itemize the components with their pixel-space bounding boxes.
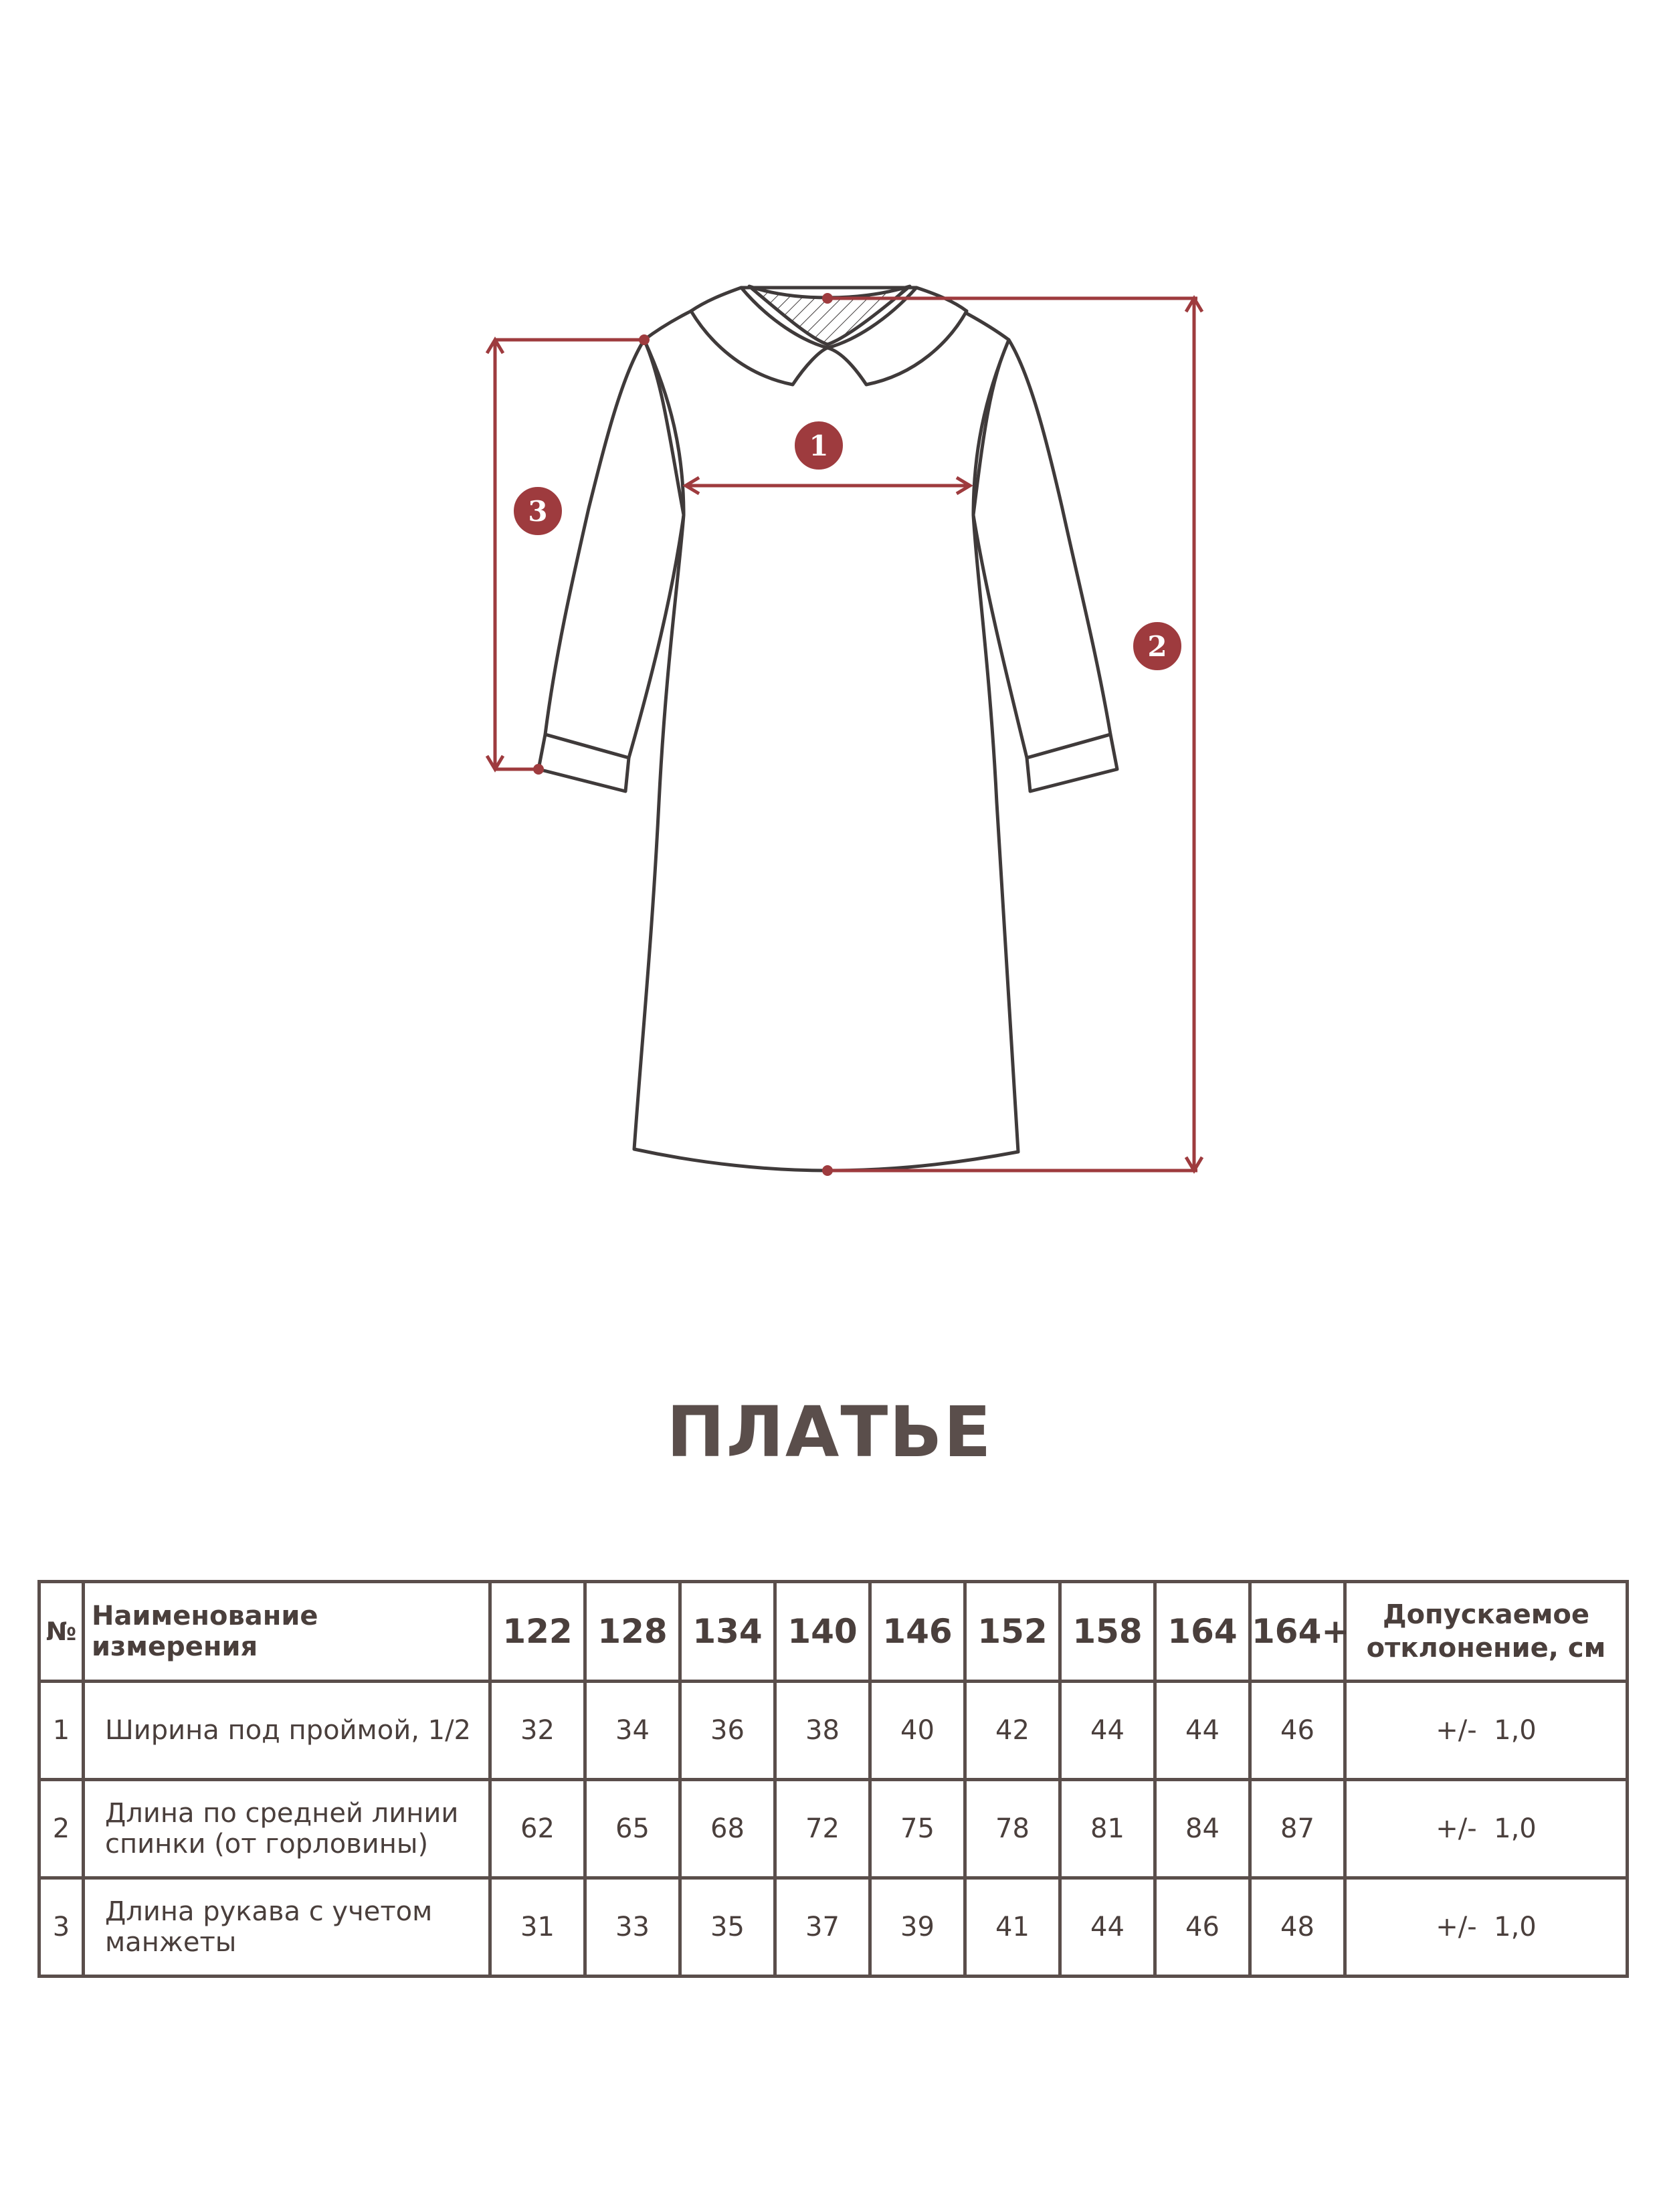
- row-name-line1: Ширина под проймой, 1/2: [105, 1715, 471, 1746]
- header-size: 134: [680, 1582, 775, 1682]
- tolerance-cell: +/- 1,0: [1345, 1780, 1628, 1878]
- table-cell: 32: [490, 1682, 585, 1780]
- table-cell: 42: [965, 1682, 1060, 1780]
- table-cell: 38: [775, 1682, 870, 1780]
- row-num: 2: [39, 1780, 84, 1878]
- dress-outline: [539, 286, 1117, 1171]
- table-cell: 44: [1060, 1682, 1155, 1780]
- table-cell: 44: [1060, 1878, 1155, 1977]
- table-cell: 46: [1250, 1682, 1345, 1780]
- left-sleeve: [545, 340, 684, 758]
- row-name: [84, 1878, 490, 1977]
- header-size: 122: [490, 1582, 585, 1682]
- size-table: [37, 1580, 1629, 1978]
- table-cell: 72: [775, 1780, 870, 1878]
- header-tolerance: [1345, 1582, 1628, 1682]
- table-cell: 36: [680, 1682, 775, 1780]
- marker-3-label: 3: [528, 495, 548, 528]
- header-size: 164: [1155, 1582, 1250, 1682]
- row-name-line1: Длина рукава с учетом: [105, 1896, 433, 1927]
- table-cell: 44: [1155, 1682, 1250, 1780]
- table-row: [39, 1682, 1628, 1780]
- header-size: 146: [870, 1582, 965, 1682]
- row-name: [84, 1780, 490, 1878]
- row-num: 1: [39, 1682, 84, 1780]
- header-name: Наименование измерения: [84, 1582, 490, 1682]
- table-cell: 87: [1250, 1780, 1345, 1878]
- table-cell: 41: [965, 1878, 1060, 1977]
- row-name-line1: Длина по средней линии: [105, 1798, 459, 1829]
- marker-3: [512, 486, 563, 536]
- table-cell: 46: [1155, 1878, 1250, 1977]
- table-cell: 65: [585, 1780, 680, 1878]
- row-name-line2: манжеты: [105, 1927, 237, 1958]
- header-tolerance-line1: Допускаемое: [1382, 1599, 1590, 1630]
- header-size: 164+: [1250, 1582, 1345, 1682]
- dot-hem: [822, 1165, 833, 1176]
- table-cell: 62: [490, 1780, 585, 1878]
- page-title: ПЛАТЬЕ: [666, 1391, 993, 1473]
- marker-1-label: 1: [809, 429, 829, 462]
- tolerance-cell: +/- 1,0: [1345, 1878, 1628, 1977]
- table-cell: 68: [680, 1780, 775, 1878]
- table-row: [39, 1780, 1628, 1878]
- table-cell: 48: [1250, 1878, 1345, 1977]
- table-cell: 75: [870, 1780, 965, 1878]
- dot-neck: [822, 293, 833, 304]
- table-cell: 35: [680, 1878, 775, 1977]
- row-name-line2: спинки (от горловины): [105, 1829, 429, 1859]
- row-name: [84, 1682, 490, 1780]
- tolerance-cell: +/- 1,0: [1345, 1682, 1628, 1780]
- header-size: 140: [775, 1582, 870, 1682]
- marker-2-label: 2: [1147, 630, 1167, 663]
- dot-shoulder: [639, 334, 650, 345]
- marker-2: [1132, 621, 1183, 672]
- table-cell: 37: [775, 1878, 870, 1977]
- table-cell: 78: [965, 1780, 1060, 1878]
- table-cell: 33: [585, 1878, 680, 1977]
- header-num: №: [39, 1582, 84, 1682]
- table-row: [39, 1878, 1628, 1977]
- table-cell: 84: [1155, 1780, 1250, 1878]
- header-tolerance-line2: отклонение, см: [1366, 1633, 1606, 1664]
- table-cell: 40: [870, 1682, 965, 1780]
- header-size: 128: [585, 1582, 680, 1682]
- table-cell: 81: [1060, 1780, 1155, 1878]
- right-sleeve: [973, 340, 1110, 758]
- table-cell: 39: [870, 1878, 965, 1977]
- marker-1: [793, 420, 844, 471]
- row-num: 3: [39, 1878, 84, 1977]
- table-cell: 34: [585, 1682, 680, 1780]
- header-size: 158: [1060, 1582, 1155, 1682]
- header-size: 152: [965, 1582, 1060, 1682]
- dot-cuff: [533, 764, 544, 775]
- table-header-row: [39, 1582, 1628, 1682]
- table-cell: 31: [490, 1878, 585, 1977]
